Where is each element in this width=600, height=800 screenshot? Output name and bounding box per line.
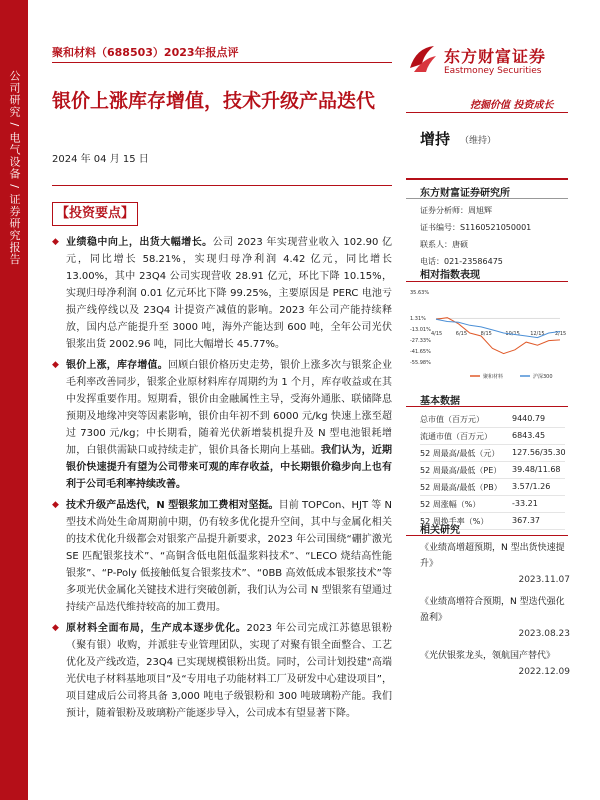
institute-divider [406,178,568,180]
brand-logo [406,40,556,84]
y-tick-label: -27.33% [410,338,431,345]
highlight-lead: 原材料全面布局，生产成本逐步优化。 [66,623,247,634]
brand-name-cn: 东方财富证券 [444,47,547,66]
sidebar-category: 公司研究 / 电气设备 / 证券研究报告 [8,70,21,266]
highlight-lead: 业绩稳中向上，出货大幅增长。 [66,237,213,248]
rating-label: 增持 [420,130,451,148]
related-divider [406,535,568,536]
bullet-icon: ◆ [52,500,59,510]
basic-data-label: 52 周换手率（%） [420,517,489,526]
brand-slogan: 挖掘价值 投资成长 [470,100,554,111]
basic-divider [406,406,568,407]
chart-divider [406,281,568,282]
y-tick-label: 35.63% [410,290,430,296]
basic-data-row [420,427,565,445]
chart-title: 相对指数表现 [420,270,480,281]
side-bar [0,0,28,800]
bullet-icon: ◆ [52,623,59,633]
basic-data-row [420,410,565,428]
basic-data-value: 367.37 [512,516,540,525]
cert-number: 证书编号：S1160521050001 [420,223,532,232]
highlight-body: 公司 2023 年实现营业收入 102.90 亿元，同比增长 58.21%，实现归母净利润 4.42 亿元，同比增长 13.00%，其中 23Q4 公司实现营收 28.91 亿元，环比下降 10.15%，实现归母净利润 0.01 亿元环比下降 99.25%，主要原因是 PERC 电池亏损产线停线以及 23Q4 计提资产减值的影响。2023 年公司产能持续释放，国内总产能提升至 3000 吨，海外产能达到 600 吨，全年公司光伏银浆出货 2002.96 吨，同比大幅增长 45.77%。 [66,237,393,350]
basic-data-row [420,461,565,479]
highlight-body: 2023 年公司完成江苏德思银粉（聚有银）收购，并派驻专业管理团队，实现了对聚有银全面整合、工艺优化及产线改造，23Q4 已实现规模银粉出货。同时，公司计划投建“高端光伏电子材料基地项目”及“专用电子功能材料工厂及研发中心建设项目”，项目建成后公司将具备 3,000 吨电子级银粉和 300 吨玻璃粉产能。我们预计，随着银粉及玻璃粉产能逐步导入，公司成本有望显著下降。 [66,623,392,719]
highlight-text [66,620,392,722]
brand-name-en: Eastmoney Securities [444,66,542,76]
x-tick-label: 6/15 [455,331,468,338]
basic-data-value: 39.48/11.68 [512,465,561,474]
highlight-lead: 银价上涨，库存增值。 [66,360,168,371]
x-tick-label: 10/15 [505,331,520,338]
related-research-list [420,540,570,680]
basic-data-label: 52 周最高/最低（元） [420,449,500,458]
highlight-emphasis: 我们认为，近期银价快速提升有望为公司带来可观的库存收益，中长期银价稳步向上也有利于公司毛利率持续改善。 [66,445,393,490]
highlights-tag-label: 【投资要点】 [55,206,134,221]
institute-name: 东方财富证券研究所 [420,188,510,199]
x-tick-label: 8/15 [480,331,492,338]
report-subtitle: 聚和材料（688503）2023年报点评 [52,46,239,59]
basic-data-value: 3.57/1.26 [512,482,551,491]
y-tick-label: 1.31% [410,316,426,323]
basic-data-label: 52 周涨幅（%） [420,500,481,509]
highlight-body: 回顾白银价格历史走势，银价上涨多次与银浆企业毛利率改善同步，银浆企业原材料库存周期约为 1 个月，库存收益或在其中发挥重要作用。短期看，银价由金融属性主导，受海外通胀、联储降息预期及地缘冲突等因素影响，银价由年初不到 6000 元/kg 快速上涨至超过 7300 元/kg；中长期看，随着光伏新增装机提升及 N 型电池银耗增加，白银供需缺口或持续走扩，银价具备长期向上基础。 [66,360,393,456]
highlight-item [52,234,392,353]
highlight-item [52,497,392,616]
related-report-date: 2023.11.07 [518,575,570,585]
bullet-icon: ◆ [52,360,59,370]
basic-title: 基本数据 [420,396,460,407]
rating-previous: （维持） [460,136,497,146]
highlight-body: 目前 TOPCon、HJT 等 N 型技术尚处生命周期前中期，仍有较多优化提升空间，其中与金属化相关的技术优化升级都会对银浆产品提升新要求，2023 年公司围绕“硼扩激光 SE 匹配银浆技术”、“高铜含低电阻低温浆料技术”、“LECO 烧结高性能银浆”、“P-Poly 低接触低复合银浆技术”、“0BB 高效低成本银浆技术”等多项光伏金属化关键技术进行突破创新，我们认为公司 N 型银浆有望通过持续产品迭代维持较高的加工费用。 [66,500,393,613]
report-date: 2024 年 04 月 15 日 [52,154,149,165]
related-report-link[interactable]: 《光伏银浆龙头，领航国产替代》 [420,651,556,661]
related-report-link[interactable]: 《业绩高增超预期，N 型出货快速提升》 [420,543,565,569]
institute-rule [406,198,568,199]
x-tick-label: 12/15 [530,331,545,338]
highlight-item [52,620,392,722]
highlight-text [66,234,392,353]
header-divider [52,62,392,63]
basic-data-label: 52 周最高/最低（PE） [420,466,502,475]
analyst: 证券分析师：周旭辉 [420,206,492,215]
investment-highlights [52,234,392,726]
highlight-text [66,497,392,616]
basic-data-value: -33.21 [512,499,538,508]
y-tick-label: -41.65% [410,349,431,356]
x-tick-label: 2/15 [555,331,567,338]
x-tick-label: 4/15 [431,331,443,338]
y-tick-label: -13.01% [410,327,431,334]
y-tick-label: -55.98% [410,360,431,366]
page-title: 银价上涨库存增值，技术升级产品迭代 [52,90,376,112]
bullet-icon: ◆ [52,237,59,247]
basic-data-label: 流通市值（百万元） [420,432,492,441]
basic-data-value: 6843.45 [512,431,546,440]
legend-label: 聚和材料 [483,374,504,380]
related-title: 相关研究 [420,525,460,536]
basic-data-label: 52 周最高/最低（PB） [420,483,502,492]
related-report-date: 2023.08.23 [518,629,570,639]
highlight-lead: 技术升级产品迭代，N 型银浆加工费相对坚挺。 [66,500,279,511]
related-report-date: 2022.12.09 [518,667,570,677]
title-divider [52,185,392,186]
basic-data-label: 总市值（百万元） [420,415,484,424]
phone: 电话：021-23586475 [420,257,503,266]
basic-data-value: 127.56/35.30 [512,448,566,457]
brand-divider [406,112,568,113]
contact: 联系人：唐硕 [420,240,468,249]
basic-data-row [420,495,565,513]
highlight-text [66,357,392,493]
basic-data-row [420,444,565,462]
highlight-item [52,357,392,493]
relative-index-chart [410,284,568,384]
highlights-tag [52,202,138,226]
basic-data-row [420,478,565,496]
basic-data-value: 9440.79 [512,414,546,423]
eastmoney-logo-icon [406,42,440,76]
legend-label: 沪深300 [533,374,553,380]
related-report-link[interactable]: 《业绩高增符合预期，N 型迭代强化盈利》 [420,597,565,623]
